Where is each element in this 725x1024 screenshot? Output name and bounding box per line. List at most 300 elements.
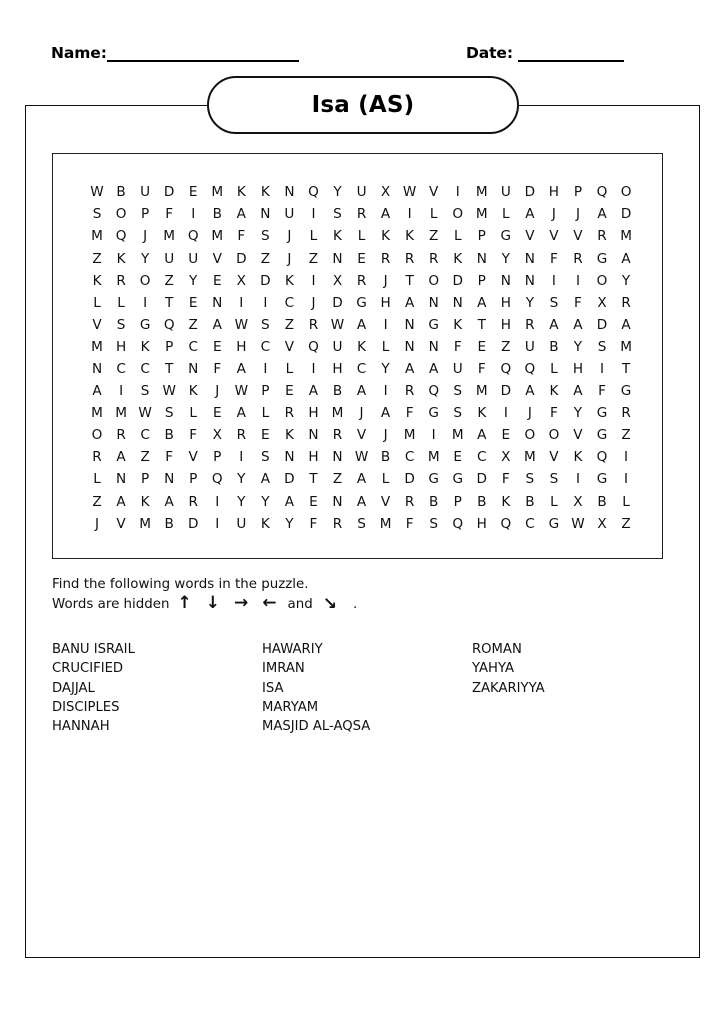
grid-cell[interactable]: P: [477, 272, 486, 289]
grid-cell[interactable]: Z: [260, 250, 271, 267]
grid-cell[interactable]: A: [116, 449, 126, 466]
grid-cell[interactable]: L: [285, 361, 294, 377]
grid-cell[interactable]: N: [524, 272, 535, 289]
grid-cell[interactable]: U: [140, 184, 151, 201]
grid-cell[interactable]: I: [143, 294, 148, 311]
grid-cell[interactable]: K: [140, 493, 150, 510]
grid-cell[interactable]: P: [141, 471, 150, 488]
grid-cell[interactable]: Y: [621, 272, 631, 289]
grid-cell[interactable]: H: [500, 316, 511, 333]
grid-cell[interactable]: I: [575, 471, 580, 488]
grid-cell[interactable]: E: [188, 184, 198, 201]
grid-cell[interactable]: R: [597, 228, 607, 245]
grid-cell[interactable]: Z: [308, 250, 319, 267]
grid-cell[interactable]: A: [260, 471, 270, 488]
grid-cell[interactable]: F: [453, 338, 462, 355]
grid-cell[interactable]: Z: [92, 493, 102, 510]
grid-cell[interactable]: H: [115, 338, 127, 355]
grid-cell[interactable]: U: [188, 250, 199, 267]
grid-cell[interactable]: B: [525, 493, 535, 510]
grid-cell[interactable]: K: [549, 383, 559, 400]
grid-cell[interactable]: J: [287, 228, 292, 245]
grid-cell[interactable]: I: [431, 427, 436, 444]
grid-cell[interactable]: N: [404, 338, 415, 355]
grid-cell[interactable]: H: [500, 294, 511, 311]
grid-cell[interactable]: D: [452, 272, 463, 289]
grid-cell[interactable]: R: [404, 493, 415, 510]
grid-cell[interactable]: F: [550, 250, 558, 267]
grid-cell[interactable]: F: [213, 361, 222, 377]
grid-cell[interactable]: G: [139, 316, 151, 333]
grid-cell[interactable]: D: [332, 294, 343, 311]
grid-cell[interactable]: Z: [621, 515, 631, 532]
grid-cell[interactable]: Q: [308, 184, 319, 201]
grid-cell[interactable]: D: [163, 184, 175, 201]
grid-cell[interactable]: I: [311, 206, 316, 223]
grid-cell[interactable]: E: [261, 427, 270, 444]
grid-cell[interactable]: W: [234, 316, 249, 333]
grid-cell[interactable]: C: [140, 361, 150, 377]
word-list-item[interactable]: DISCIPLES: [52, 699, 120, 715]
grid-cell[interactable]: D: [404, 471, 415, 488]
grid-cell[interactable]: L: [429, 206, 438, 223]
grid-cell[interactable]: A: [116, 493, 126, 510]
grid-cell[interactable]: K: [92, 272, 102, 289]
grid-cell[interactable]: Q: [452, 515, 464, 532]
grid-cell[interactable]: B: [477, 493, 487, 510]
grid-cell[interactable]: W: [354, 449, 369, 466]
grid-cell[interactable]: W: [402, 184, 417, 201]
grid-cell[interactable]: Q: [500, 361, 512, 377]
grid-cell[interactable]: I: [551, 272, 556, 289]
grid-cell[interactable]: U: [284, 206, 295, 223]
grid-cell[interactable]: A: [356, 316, 367, 333]
grid-cell[interactable]: L: [550, 493, 558, 510]
grid-cell[interactable]: V: [549, 228, 559, 245]
grid-cell[interactable]: B: [164, 515, 174, 532]
grid-cell[interactable]: N: [500, 272, 511, 289]
grid-cell[interactable]: F: [405, 405, 414, 422]
grid-cell[interactable]: F: [189, 427, 198, 444]
grid-cell[interactable]: E: [309, 493, 318, 510]
grid-cell[interactable]: E: [477, 338, 487, 355]
grid-cell[interactable]: W: [330, 316, 345, 333]
grid-cell[interactable]: J: [359, 405, 364, 422]
grid-cell[interactable]: V: [116, 515, 126, 532]
grid-cell[interactable]: I: [624, 471, 629, 488]
grid-cell[interactable]: U: [524, 338, 535, 355]
grid-cell[interactable]: M: [379, 515, 392, 532]
grid-cell[interactable]: S: [140, 383, 150, 400]
grid-cell[interactable]: V: [380, 493, 391, 510]
grid-cell[interactable]: F: [598, 383, 606, 400]
grid-cell[interactable]: K: [188, 383, 198, 400]
grid-cell[interactable]: Q: [428, 383, 440, 400]
grid-cell[interactable]: L: [550, 361, 558, 377]
grid-cell[interactable]: G: [596, 405, 608, 422]
grid-cell[interactable]: C: [404, 449, 415, 466]
grid-cell[interactable]: A: [308, 383, 319, 400]
grid-cell[interactable]: A: [525, 383, 535, 400]
grid-cell[interactable]: R: [92, 449, 102, 466]
grid-cell[interactable]: O: [524, 427, 536, 444]
grid-cell[interactable]: Q: [524, 361, 536, 377]
grid-cell[interactable]: A: [164, 493, 174, 510]
grid-cell[interactable]: P: [141, 206, 150, 223]
grid-cell[interactable]: I: [383, 383, 388, 400]
grid-cell[interactable]: L: [381, 338, 390, 355]
grid-cell[interactable]: A: [92, 383, 102, 400]
grid-cell[interactable]: X: [573, 493, 583, 510]
grid-cell[interactable]: D: [260, 272, 271, 289]
grid-cell[interactable]: S: [597, 338, 607, 355]
grid-cell[interactable]: B: [116, 184, 126, 201]
grid-cell[interactable]: B: [164, 427, 174, 444]
grid-cell[interactable]: I: [624, 449, 629, 466]
grid-cell[interactable]: R: [525, 316, 535, 333]
grid-cell[interactable]: X: [380, 184, 391, 201]
grid-cell[interactable]: E: [357, 250, 366, 267]
grid-cell[interactable]: R: [380, 250, 391, 267]
grid-cell[interactable]: N: [115, 471, 127, 488]
grid-cell[interactable]: M: [331, 405, 344, 422]
grid-cell[interactable]: Y: [237, 471, 246, 488]
grid-cell[interactable]: N: [452, 294, 463, 311]
grid-cell[interactable]: M: [620, 228, 632, 245]
grid-cell[interactable]: Z: [92, 250, 102, 267]
grid-cell[interactable]: V: [525, 228, 535, 245]
grid-cell[interactable]: Z: [164, 272, 174, 289]
grid-cell[interactable]: J: [575, 206, 580, 223]
grid-cell[interactable]: N: [476, 250, 487, 267]
grid-cell[interactable]: W: [234, 383, 249, 400]
grid-cell[interactable]: M: [451, 427, 464, 444]
grid-cell[interactable]: S: [261, 316, 270, 333]
grid-cell[interactable]: F: [309, 515, 318, 532]
word-list-item[interactable]: DAJJAL: [52, 680, 95, 696]
grid-cell[interactable]: P: [261, 383, 270, 400]
grid-cell[interactable]: J: [383, 427, 388, 444]
grid-cell[interactable]: S: [549, 294, 559, 311]
grid-cell[interactable]: Y: [261, 493, 270, 510]
grid-cell[interactable]: R: [356, 206, 367, 223]
word-list-item[interactable]: ZAKARIYYA: [472, 680, 545, 696]
word-list-item[interactable]: BANU ISRAIL: [52, 642, 135, 657]
grid-cell[interactable]: K: [453, 250, 463, 267]
grid-cell[interactable]: L: [381, 471, 390, 488]
grid-cell[interactable]: H: [476, 515, 487, 532]
grid-cell[interactable]: I: [239, 449, 244, 466]
grid-cell[interactable]: F: [165, 449, 174, 466]
grid-cell[interactable]: Y: [525, 294, 535, 311]
grid-cell[interactable]: R: [332, 515, 343, 532]
grid-cell[interactable]: I: [575, 272, 580, 289]
grid-cell[interactable]: I: [600, 361, 605, 377]
grid-cell[interactable]: I: [407, 206, 412, 223]
grid-cell[interactable]: F: [165, 206, 174, 223]
grid-cell[interactable]: J: [215, 383, 220, 400]
grid-cell[interactable]: M: [620, 338, 632, 355]
word-list-item[interactable]: YAHYA: [472, 661, 515, 677]
grid-cell[interactable]: M: [427, 449, 440, 466]
grid-cell[interactable]: Q: [596, 449, 608, 466]
grid-cell[interactable]: B: [212, 206, 222, 223]
grid-cell[interactable]: G: [428, 405, 439, 422]
grid-cell[interactable]: O: [115, 206, 127, 223]
grid-cell[interactable]: S: [525, 471, 535, 488]
grid-cell[interactable]: V: [573, 228, 583, 245]
grid-cell[interactable]: V: [429, 184, 439, 201]
grid-cell[interactable]: P: [453, 493, 462, 510]
grid-cell[interactable]: M: [91, 405, 103, 422]
grid-cell[interactable]: Y: [140, 250, 150, 267]
grid-cell[interactable]: A: [236, 361, 246, 377]
grid-cell[interactable]: G: [428, 316, 439, 333]
grid-cell[interactable]: I: [311, 272, 316, 289]
grid-cell[interactable]: K: [260, 184, 270, 201]
grid-cell[interactable]: P: [189, 471, 198, 488]
grid-cell[interactable]: N: [332, 449, 343, 466]
grid-cell[interactable]: B: [429, 493, 439, 510]
grid-cell[interactable]: H: [380, 294, 391, 311]
grid-cell[interactable]: Z: [621, 427, 631, 444]
word-list-item[interactable]: ROMAN: [472, 642, 522, 657]
grid-cell[interactable]: M: [524, 449, 536, 466]
grid-cell[interactable]: L: [502, 206, 510, 223]
grid-cell[interactable]: I: [191, 206, 196, 223]
grid-cell[interactable]: L: [453, 228, 462, 245]
grid-cell[interactable]: A: [212, 316, 222, 333]
grid-cell[interactable]: U: [452, 361, 463, 377]
grid-cell[interactable]: J: [143, 228, 148, 245]
grid-cell[interactable]: A: [356, 493, 367, 510]
grid-cell[interactable]: H: [572, 361, 584, 377]
grid-cell[interactable]: Y: [237, 493, 246, 510]
grid-cell[interactable]: L: [357, 228, 366, 245]
grid-cell[interactable]: X: [212, 427, 222, 444]
grid-cell[interactable]: N: [164, 471, 175, 488]
grid-cell[interactable]: V: [549, 449, 559, 466]
grid-cell[interactable]: U: [332, 338, 343, 355]
grid-cell[interactable]: S: [333, 206, 342, 223]
grid-cell[interactable]: A: [380, 206, 391, 223]
grid-cell[interactable]: G: [356, 294, 367, 311]
grid-cell[interactable]: E: [453, 449, 463, 466]
grid-cell[interactable]: M: [475, 184, 488, 201]
grid-cell[interactable]: S: [261, 228, 270, 245]
grid-cell[interactable]: Z: [140, 449, 150, 466]
grid-cell[interactable]: S: [92, 206, 102, 223]
grid-cell[interactable]: V: [212, 250, 222, 267]
grid-cell[interactable]: A: [477, 294, 487, 311]
grid-cell[interactable]: T: [405, 272, 414, 289]
grid-cell[interactable]: J: [287, 250, 292, 267]
grid-cell[interactable]: P: [165, 338, 174, 355]
grid-cell[interactable]: N: [332, 493, 343, 510]
grid-cell[interactable]: C: [188, 338, 198, 355]
grid-cell[interactable]: U: [356, 184, 367, 201]
grid-cell[interactable]: Q: [115, 228, 127, 245]
grid-cell[interactable]: O: [452, 206, 464, 223]
grid-cell[interactable]: K: [284, 272, 294, 289]
grid-cell[interactable]: F: [574, 294, 582, 311]
grid-cell[interactable]: B: [380, 449, 391, 466]
grid-cell[interactable]: E: [188, 294, 198, 311]
grid-cell[interactable]: H: [308, 405, 319, 422]
grid-cell[interactable]: M: [403, 427, 416, 444]
grid-cell[interactable]: I: [263, 294, 268, 311]
grid-cell[interactable]: L: [93, 294, 101, 311]
grid-cell[interactable]: F: [237, 228, 246, 245]
grid-cell[interactable]: N: [284, 449, 295, 466]
grid-cell[interactable]: M: [475, 206, 488, 223]
grid-cell[interactable]: R: [116, 272, 126, 289]
grid-cell[interactable]: Z: [501, 338, 511, 355]
grid-cell[interactable]: A: [621, 250, 631, 267]
grid-cell[interactable]: M: [211, 184, 224, 201]
grid-cell[interactable]: S: [453, 383, 463, 400]
grid-cell[interactable]: J: [95, 515, 100, 532]
grid-cell[interactable]: L: [189, 405, 197, 422]
grid-cell[interactable]: C: [477, 449, 487, 466]
grid-cell[interactable]: L: [261, 405, 270, 422]
grid-cell[interactable]: A: [236, 405, 246, 422]
grid-cell[interactable]: T: [165, 361, 174, 377]
grid-cell[interactable]: A: [356, 471, 367, 488]
grid-cell[interactable]: G: [548, 515, 560, 532]
grid-cell[interactable]: V: [284, 338, 295, 355]
grid-cell[interactable]: N: [524, 250, 535, 267]
word-list-item[interactable]: CRUCIFIED: [52, 661, 124, 677]
grid-cell[interactable]: I: [383, 316, 388, 333]
grid-cell[interactable]: P: [477, 228, 486, 245]
grid-cell[interactable]: O: [428, 272, 440, 289]
grid-cell[interactable]: D: [284, 471, 295, 488]
grid-cell[interactable]: G: [596, 427, 608, 444]
grid-cell[interactable]: K: [381, 228, 391, 245]
grid-cell[interactable]: M: [139, 515, 151, 532]
grid-cell[interactable]: R: [404, 250, 415, 267]
grid-cell[interactable]: H: [332, 361, 343, 377]
grid-cell[interactable]: T: [477, 316, 486, 333]
grid-cell[interactable]: P: [573, 184, 583, 201]
grid-cell[interactable]: J: [311, 294, 316, 311]
grid-cell[interactable]: G: [428, 471, 439, 488]
grid-cell[interactable]: K: [236, 184, 246, 201]
grid-cell[interactable]: L: [309, 228, 318, 245]
grid-cell[interactable]: E: [285, 383, 294, 400]
grid-cell[interactable]: J: [551, 206, 556, 223]
grid-cell[interactable]: K: [573, 449, 583, 466]
grid-cell[interactable]: F: [405, 515, 414, 532]
grid-cell[interactable]: R: [284, 405, 295, 422]
grid-cell[interactable]: C: [260, 338, 271, 355]
grid-cell[interactable]: D: [500, 383, 512, 400]
grid-cell[interactable]: B: [597, 493, 607, 510]
grid-cell[interactable]: K: [333, 228, 342, 245]
grid-cell[interactable]: Y: [189, 272, 198, 289]
grid-cell[interactable]: R: [573, 250, 583, 267]
grid-cell[interactable]: N: [212, 294, 223, 311]
grid-cell[interactable]: E: [212, 338, 222, 355]
grid-cell[interactable]: D: [620, 206, 632, 223]
grid-cell[interactable]: C: [284, 294, 295, 311]
grid-cell[interactable]: U: [164, 250, 175, 267]
grid-cell[interactable]: T: [165, 294, 174, 311]
grid-cell[interactable]: L: [117, 294, 125, 311]
grid-cell[interactable]: O: [91, 427, 103, 444]
word-list-item[interactable]: HAWARIY: [262, 642, 323, 657]
date-input-blank[interactable]: [518, 60, 624, 62]
grid-cell[interactable]: F: [477, 361, 486, 377]
grid-cell[interactable]: X: [236, 272, 246, 289]
grid-cell[interactable]: R: [236, 427, 247, 444]
grid-cell[interactable]: T: [309, 471, 318, 488]
grid-cell[interactable]: V: [356, 427, 367, 444]
grid-cell[interactable]: Z: [332, 471, 343, 488]
grid-cell[interactable]: X: [597, 515, 607, 532]
word-list-item[interactable]: MASJID AL-AQSA: [262, 719, 371, 735]
grid-cell[interactable]: Z: [188, 316, 198, 333]
grid-cell[interactable]: N: [260, 206, 271, 223]
grid-cell[interactable]: Q: [500, 515, 512, 532]
grid-cell[interactable]: I: [263, 361, 268, 377]
grid-cell[interactable]: X: [501, 449, 511, 466]
word-list-item[interactable]: HANNAH: [52, 719, 110, 735]
grid-cell[interactable]: H: [236, 338, 247, 355]
grid-cell[interactable]: Q: [596, 184, 608, 201]
grid-cell[interactable]: K: [284, 427, 294, 444]
grid-cell[interactable]: B: [549, 338, 559, 355]
grid-cell[interactable]: J: [527, 405, 532, 422]
grid-cell[interactable]: I: [215, 515, 220, 532]
grid-cell[interactable]: C: [140, 427, 150, 444]
grid-cell[interactable]: I: [119, 383, 124, 400]
grid-cell[interactable]: A: [573, 316, 583, 333]
grid-cell[interactable]: Z: [284, 316, 295, 333]
grid-cell[interactable]: Y: [285, 515, 294, 532]
grid-cell[interactable]: K: [453, 316, 463, 333]
grid-cell[interactable]: G: [596, 471, 608, 488]
grid-cell[interactable]: A: [573, 383, 583, 400]
grid-cell[interactable]: S: [261, 449, 270, 466]
grid-cell[interactable]: R: [308, 316, 319, 333]
grid-cell[interactable]: A: [356, 383, 367, 400]
grid-cell[interactable]: K: [116, 250, 126, 267]
grid-cell[interactable]: G: [452, 471, 463, 488]
word-list-item[interactable]: MARYAM: [262, 699, 319, 715]
grid-cell[interactable]: O: [596, 272, 608, 289]
grid-cell[interactable]: A: [621, 316, 631, 333]
grid-cell[interactable]: A: [236, 206, 246, 223]
grid-cell[interactable]: M: [91, 338, 103, 355]
grid-cell[interactable]: V: [188, 449, 198, 466]
grid-cell[interactable]: R: [428, 250, 439, 267]
grid-cell[interactable]: O: [620, 184, 632, 201]
grid-cell[interactable]: A: [477, 427, 487, 444]
grid-cell[interactable]: T: [621, 361, 631, 377]
grid-cell[interactable]: N: [284, 184, 295, 201]
grid-cell[interactable]: R: [404, 383, 415, 400]
grid-cell[interactable]: S: [429, 515, 438, 532]
grid-cell[interactable]: A: [429, 361, 439, 377]
grid-cell[interactable]: D: [187, 515, 199, 532]
grid-cell[interactable]: A: [525, 206, 535, 223]
grid-cell[interactable]: C: [116, 361, 126, 377]
name-input-blank[interactable]: [107, 60, 299, 62]
grid-cell[interactable]: R: [356, 272, 367, 289]
grid-cell[interactable]: X: [597, 294, 607, 311]
